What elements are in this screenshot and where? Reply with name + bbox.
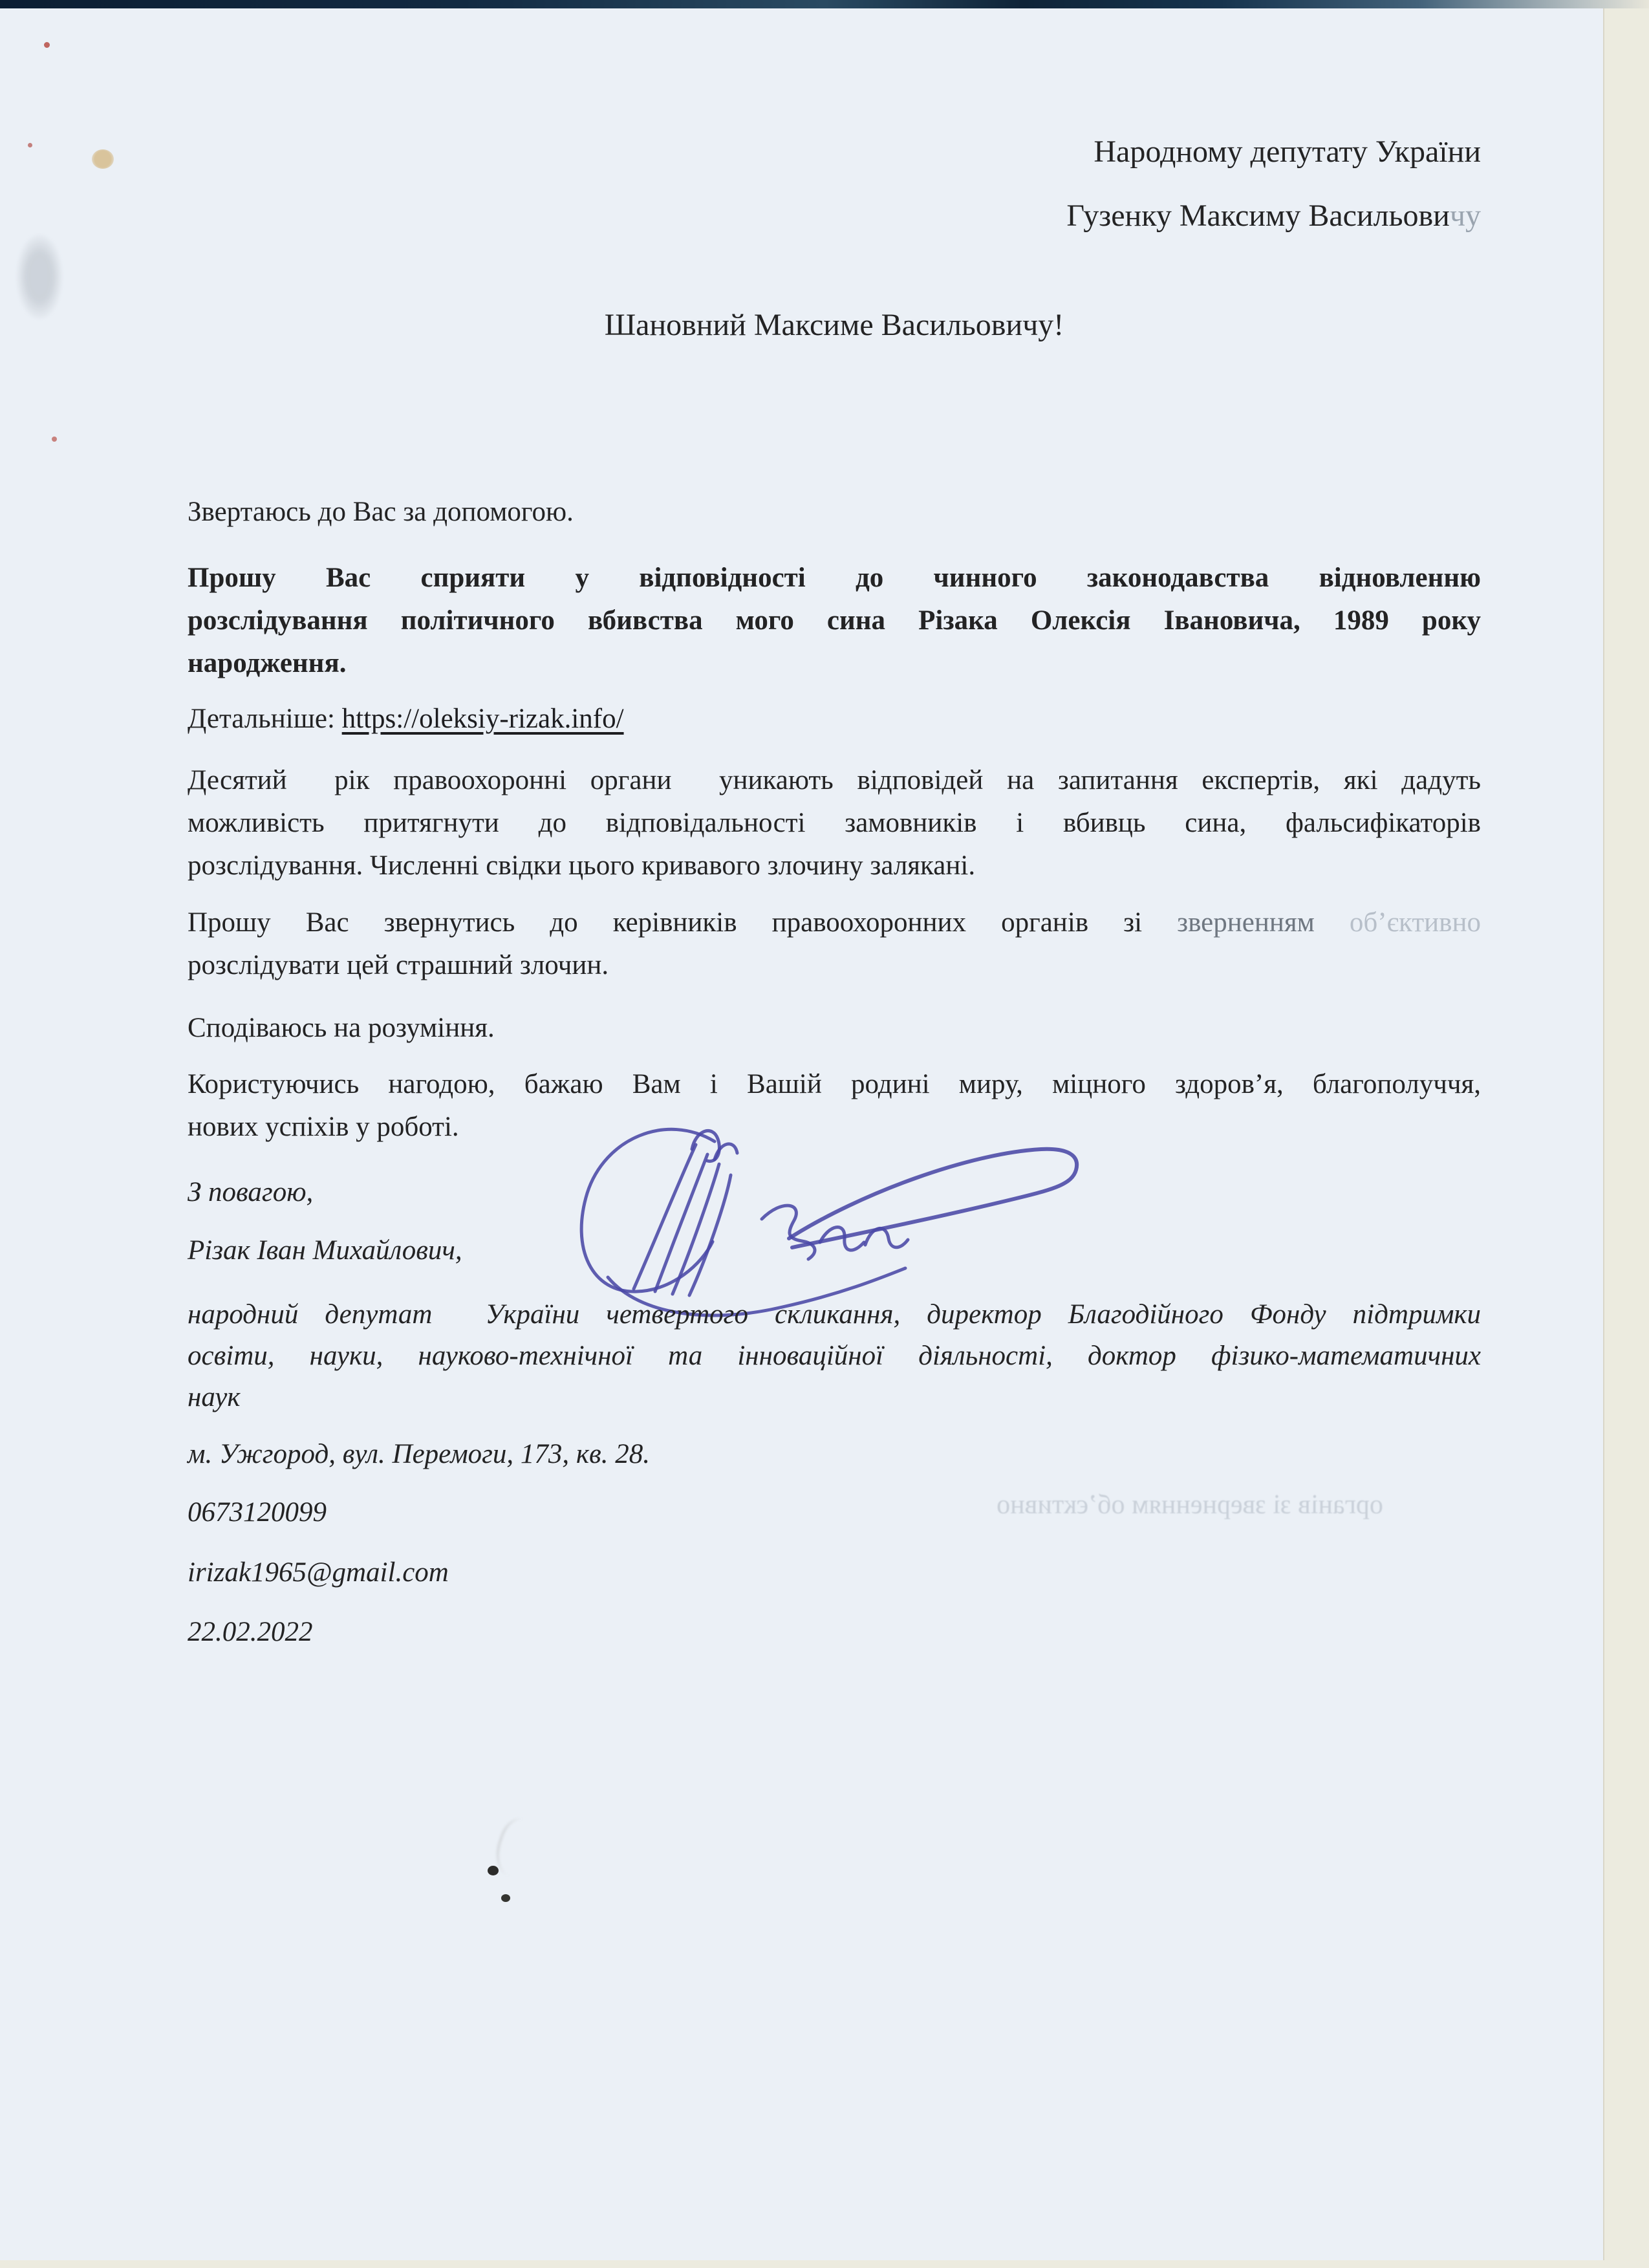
appeal-paragraph-bold (188, 557, 1481, 685)
scan-speck (92, 149, 114, 169)
salutation: Шановний Максиме Васильовичу! (604, 308, 1064, 342)
text-line: розслідування політичного вбивства мого сина Різака Олексія Івановича, 1989 року (188, 605, 1481, 636)
text-line: Десятий рік правоохоронні органи уникають відповідей на запитання експертів, які дадуть (188, 765, 1481, 795)
scanner-edge-strip (0, 0, 1649, 8)
email-line: irizak1965@gmail.com (188, 1557, 449, 1588)
text-line: розслідування. Численні свідки цього кривавого злочину залякані. (188, 850, 976, 881)
scan-smudge (17, 235, 62, 319)
request-paragraph (188, 902, 1481, 987)
ghost-text-artifact: органів зі зверненням об’єктивно (997, 1490, 1383, 1520)
text-line: народження. (188, 648, 347, 678)
scan-speck (488, 1866, 499, 1875)
scan-speck (44, 42, 50, 48)
text-line: нових успіхів у роботі. (188, 1112, 459, 1142)
address-line: м. Ужгород, вул. Перемоги, 173, кв. 28. (188, 1439, 650, 1469)
date-line: 22.02.2022 (188, 1617, 313, 1647)
recipient-line-2: Гузенку Максиму Васильовичу (1066, 199, 1481, 233)
signature-stroke (762, 1205, 815, 1259)
letter-page (0, 8, 1604, 2260)
text-line: розслідувати цей страшний злочин. (188, 950, 609, 980)
faded-scan-text: зверненням (1177, 907, 1350, 938)
phone-line: 0673120099 (188, 1497, 327, 1528)
text-line: народний депутат України четвертого скликання, директор Благодійного Фонду підтримки (188, 1299, 1481, 1330)
signature-stroke (581, 1129, 715, 1291)
text-line: наук (188, 1382, 241, 1412)
closing-line: З повагою, (188, 1177, 314, 1207)
signature-stroke (789, 1149, 1077, 1247)
text-line: Користуючись нагодою, бажаю Вам і Вашій родині миру, міцного здоров’я, благополуччя, (188, 1069, 1481, 1099)
scan-smudge (490, 1814, 547, 1882)
faded-scan-text: чу (1449, 199, 1481, 233)
intro-paragraph: Звертаюсь до Вас за допомогою. (188, 497, 574, 527)
text-line: можливість притягнути до відповідальності замовників і вбивць сина, фальсифікаторів (188, 808, 1481, 838)
hope-line: Сподіваюсь на розуміння. (188, 1013, 495, 1043)
faded-scan-text: об’єктивно (1349, 907, 1482, 938)
investigation-paragraph (188, 759, 1481, 887)
scan-speck (28, 143, 32, 147)
signer-title-paragraph (188, 1294, 1481, 1418)
recipient-address-block (705, 120, 1481, 248)
text-line: освіти, науки, науково-технічної та інноваційної діяльності, доктор фізико-математичних (188, 1341, 1481, 1371)
scan-speck (52, 437, 57, 442)
details-label: Детальніше: (188, 704, 342, 734)
signer-name: Різак Іван Михайлович, (188, 1235, 462, 1266)
details-line (188, 698, 1481, 740)
scan-speck (501, 1894, 510, 1902)
text-line: Прошу Вас звернутись до керівників правоохоронних органів зі зверненням об’єктивно (188, 907, 1482, 938)
recipient-line-1: Народному депутату України (1094, 135, 1481, 169)
text-line: Прошу Вас сприяти у відповідності до чинного законодавства відновленню (188, 563, 1481, 593)
oleksiy-rizak-link[interactable]: https://oleksiy-rizak.info/ (341, 704, 624, 734)
